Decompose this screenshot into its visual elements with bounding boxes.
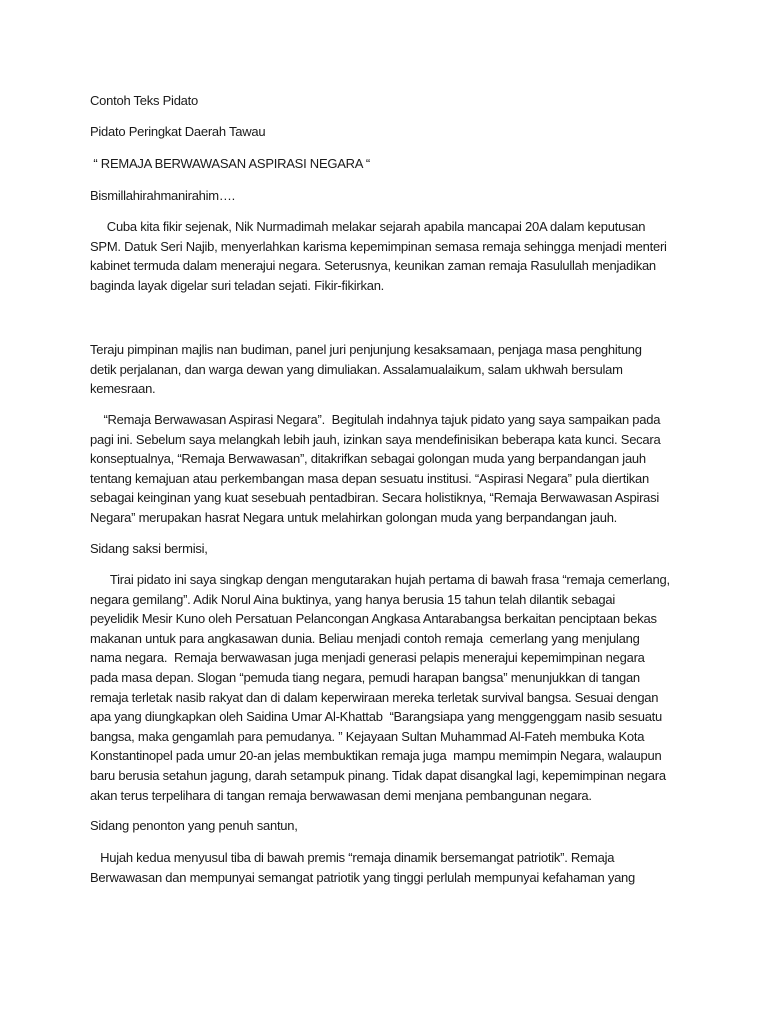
paragraph-second-argument: Hujah kedua menyusul tiba di bawah premis “remaja dinamik bersemangat patriotik”. Remaja Berwawasan dan mempunyai semangat patriotik yang tinggi perlulah mempunyai kefahaman yang xyxy=(90,850,636,885)
document-subtitle: Pidato Peringkat Daerah Tawau xyxy=(90,124,266,139)
opening-line: Bismillahirahmanirahim…. xyxy=(90,188,235,203)
paragraph-greeting: Teraju pimpinan majlis nan budiman, panel juri penjunjung kesaksamaan, penjaga masa penghitung detik perjalanan, dan warga dewan yang dimuliakan. Assalamualaikum, salam ukhwah bersulam kemesraan. xyxy=(90,342,642,397)
paragraph-definitions: “Remaja Berwawasan Aspirasi Negara”. Begitulah indahnya tajuk pidato yang saya sampaikan pada pagi ini. Sebelum saya melangkah lebih jauh, izinkan saya mendefinisikan beberapa kata kunci. Secara konseptualnya, “Remaja Berwawasan”, ditakrifkan sebagai golongan muda yang berpandangan jauh tentang kemajuan atau perkembangan masa depan sesuatu institusi. “Aspirasi Negara” pula diertikan sebagai keinginan yang kuat sesebuah pentadbiran. Secara holistiknya, “Remaja Berwawasan Aspirasi Negara” merupakan hasrat Negara untuk melahirkan golongan muda yang berpandangan jauh. xyxy=(90,412,661,525)
document-title: Contoh Teks Pidato xyxy=(90,93,198,108)
paragraph-introduction: Cuba kita fikir sejenak, Nik Nurmadimah melakar sejarah apabila mancapai 20A dalam keputusan SPM. Datuk Seri Najib, menyerlahkan karisma kepemimpinan semasa remaja sehingga menjadi menteri kabinet termuda dalam menerajui negara. Seterusnya, keunikan zaman remaja Rasulullah menjadikan baginda layak digelar suri teladan sejati. Fikir-fikirkan. xyxy=(90,219,667,293)
speech-topic: “ REMAJA BERWAWASAN ASPIRASI NEGARA “ xyxy=(90,156,370,171)
salutation-spectators: Sidang penonton yang penuh santun, xyxy=(90,818,298,833)
salutation-audience: Sidang saksi bermisi, xyxy=(90,541,208,556)
paragraph-first-argument: Tirai pidato ini saya singkap dengan mengutarakan hujah pertama di bawah frasa “remaja cemerlang, negara gemilang”. Adik Norul Aina buktinya, yang hanya berusia 15 tahun telah dilantik sebagai peyelidik Mesir Kuno oleh Persatuan Pelancongan Angkasa Antarabangsa berkaitan penciptaan bekas makanan untuk para angkasawan dunia. Beliau menjadi contoh remaja cemerlang yang menjulang nama negara. Remaja berwawasan juga menjadi generasi pelapis menerajui kepemimpinan negara pada masa depan. Slogan “pemuda tiang negara, pemudi harapan bangsa” menunjukkan di tangan remaja terletak nasib rakyat dan di dalam keperwiraan mereka terletak survival bangsa. Sesuai dengan apa yang diungkapkan oleh Saidina Umar Al-Khattab “Barangsiapa yang menggenggam nasib sesuatu bangsa, maka gengamlah para pemudanya. ” Kejayaan Sultan Muhammad Al-Fateh membuka Kota Konstantinopel pada umur 20-an jelas membuktikan remaja juga mampu memimpin Negara, walaupun baru berusia setahun jagung, darah setampuk pinang. Tidak dapat disangkal lagi, kepemimpinan negara akan terus terpelihara di tangan remaja berwawasan demi menjana pembangunan negara. xyxy=(90,572,670,803)
